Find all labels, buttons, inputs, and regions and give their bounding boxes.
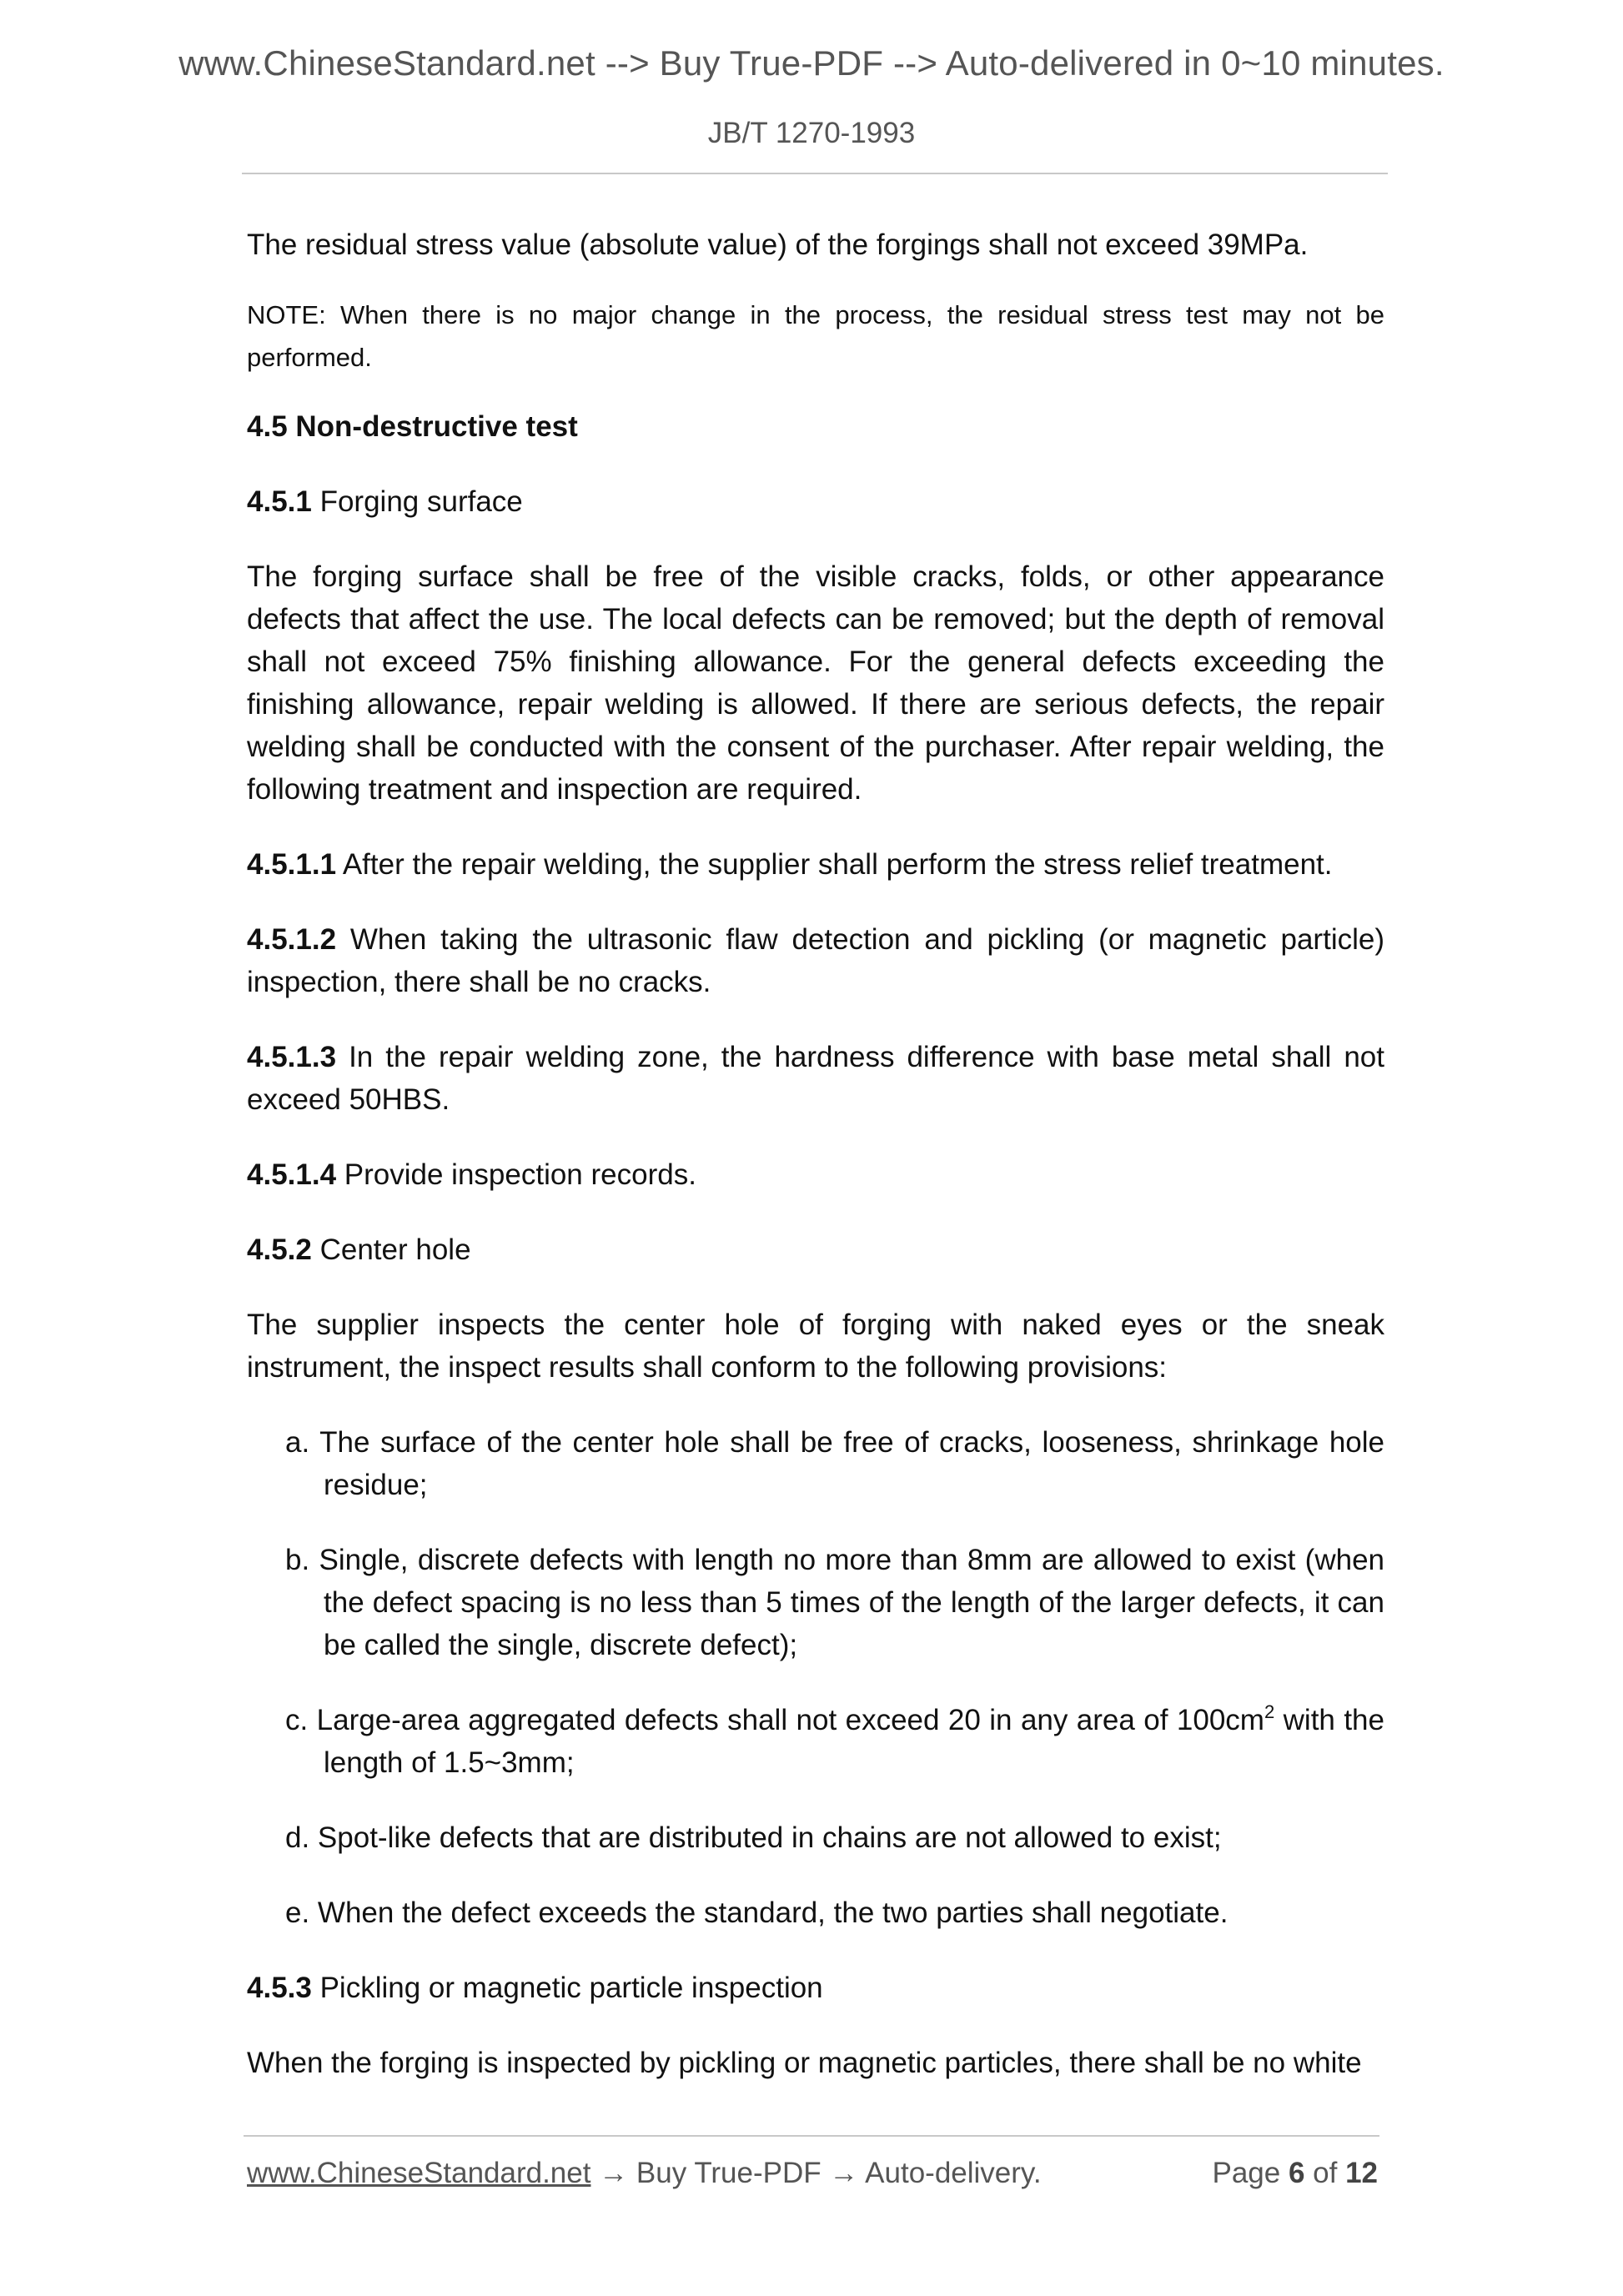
section-title: Forging surface [311, 485, 523, 518]
section-number: 4.5.1 [247, 485, 312, 518]
clause-number: 4.5.1.3 [247, 1041, 337, 1073]
page-number: 6 [1288, 2157, 1305, 2189]
list-item-d: d. Spot-like defects that are distributed in chains are not allowed to exist; [285, 1821, 1222, 1854]
header-divider [242, 173, 1388, 174]
page-footer [247, 2157, 1378, 2190]
list-item-b: b. Single, discrete defects with length no more than 8mm are allowed to exist (when the defect spacing is no less than 5 times of the length of the larger defects, it can be called the single, discrete defect); [285, 1544, 1384, 1661]
section-number: 4.5.3 [247, 1972, 312, 2004]
clause-text: In the repair welding zone, the hardness difference with base metal shall not exceed 50HBS. [247, 1041, 1384, 1116]
section-4-5-2-heading [247, 1228, 1384, 1271]
page-body [247, 224, 1384, 2117]
pickling-paragraph: When the forging is inspected by pickling or magnetic particles, there shall be no white [247, 2047, 1362, 2079]
clause-number: 4.5.1.4 [247, 1158, 337, 1191]
document-id: JB/T 1270-1993 [707, 117, 916, 149]
footer-tagline: → Buy True-PDF → Auto-delivery. [590, 2157, 1042, 2189]
section-4-5-heading: 4.5 Non-destructive test [247, 410, 578, 443]
section-title: Pickling or magnetic particle inspection [311, 1972, 823, 2004]
center-hole-paragraph: The supplier inspects the center hole of forging with naked eyes or the sneak instrument, the inspect results shall conform to the following provisions: [247, 1309, 1384, 1384]
section-number: 4.5.2 [247, 1233, 312, 1266]
clause-text: After the repair welding, the supplier shall perform the stress relief treatment. [336, 848, 1333, 881]
page-total: 12 [1345, 2157, 1378, 2189]
clause-number: 4.5.1.2 [247, 923, 337, 956]
footer-divider [244, 2135, 1379, 2137]
page-label: Page [1212, 2157, 1289, 2189]
list-item-e: e. When the defect exceeds the standard, the two parties shall negotiate. [285, 1897, 1229, 1929]
footer-link[interactable]: www.ChineseStandard.net [247, 2157, 591, 2189]
section-4-5-3-heading [247, 1967, 1384, 2009]
list-item-text: with the length of 1.5~3mm; [324, 1704, 1384, 1779]
list-item-a: a. The surface of the center hole shall be free of cracks, looseness, shrinkage hole residue; [285, 1426, 1384, 1501]
clause-4-5-1-2 [247, 918, 1384, 1003]
section-title: Center hole [311, 1233, 471, 1266]
clause-text: Provide inspection records. [336, 1158, 696, 1191]
clause-number: 4.5.1.1 [247, 848, 337, 881]
of-label: of [1304, 2157, 1346, 2189]
superscript: 2 [1264, 1701, 1275, 1722]
forging-surface-paragraph: The forging surface shall be free of the visible cracks, folds, or other appearance defects that affect the use. The local defects can be removed; but the depth of removal shall not exceed 75% finishing allowance. For the general defects exceeding the finishing allowance, repair welding is allowed. If there are serious defects, the repair welding shall be conducted with the consent of the purchaser. After repair welding, the following treatment and inspection are required. [247, 560, 1384, 806]
note-paragraph: NOTE: When there is no major change in the process, the residual stress test may not be performed. [247, 300, 1384, 372]
clause-4-5-1-1 [247, 843, 1384, 886]
clause-text: When taking the ultrasonic flaw detection and pickling (or magnetic particle) inspection, there shall be no cracks. [247, 923, 1384, 998]
header-banner[interactable]: www.ChineseStandard.net --> Buy True-PDF --> Auto-delivered in 0~10 minutes. [178, 43, 1445, 83]
residual-stress-paragraph: The residual stress value (absolute value) of the forgings shall not exceed 39MPa. [247, 229, 1309, 261]
page-indicator [1212, 2157, 1378, 2190]
list-item-text: c. Large-area aggregated defects shall not exceed 20 in any area of 100cm [285, 1704, 1264, 1736]
list-item-c [285, 1699, 1384, 1784]
section-4-5-1-heading [247, 480, 1384, 523]
clause-4-5-1-3 [247, 1036, 1384, 1121]
clause-4-5-1-4 [247, 1153, 1384, 1196]
